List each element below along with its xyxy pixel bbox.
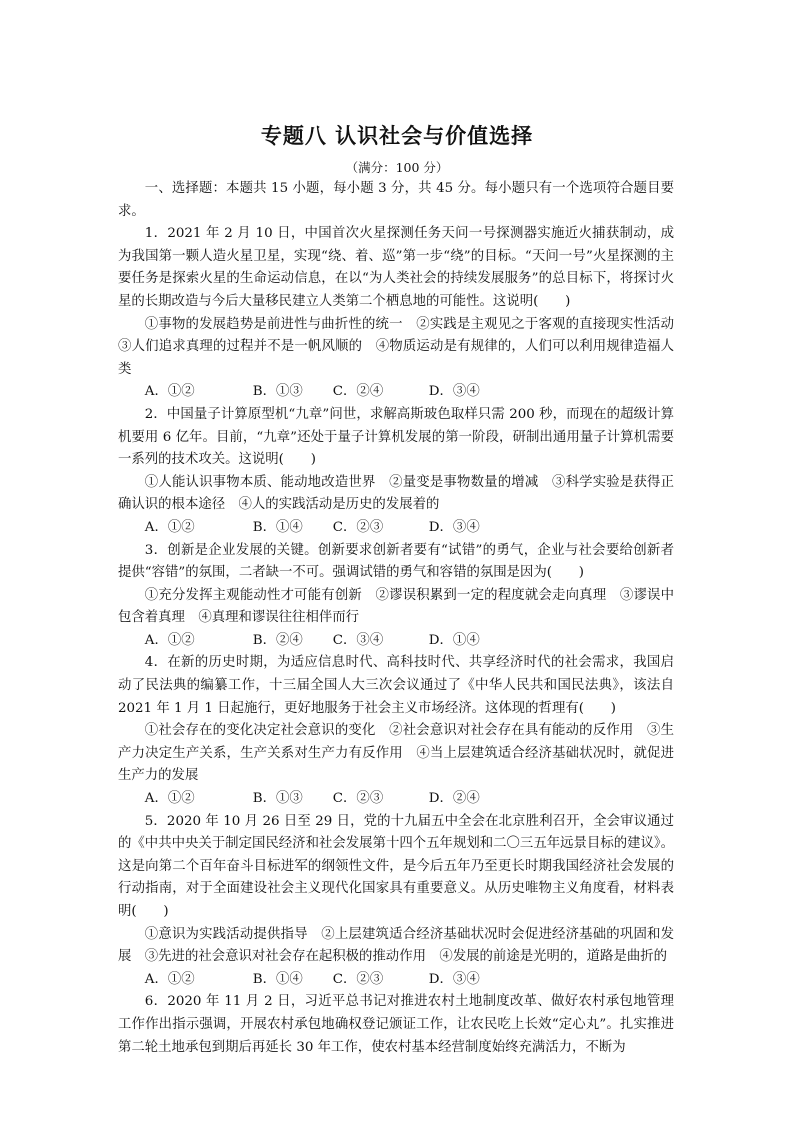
full-score-note: （满分：100 分）	[345, 160, 449, 175]
question-statements: ①事物的发展趋势是前进性与曲折性的统一 ②实践是主观见之于客观的直接现实性活动 ③人们追求真理的过程并不是一帆风顺的 ④物质运动是有规律的，人们可以利用规律造福人类	[118, 316, 688, 377]
option-a: A．①②	[144, 384, 195, 400]
option-b: B．①③	[252, 384, 303, 400]
option-c: C．②④	[332, 384, 384, 400]
question-stem: 6．2020 年 11 月 2 日，习近平总书记对推进农村土地制度改革、做好农村承包地管理工作作出指示强调，开展农村承包地确权登记颁证工作，让农民吃上长效“定心丸”。扎实推进第二轮土地承包到期后再延长 30 年工作，使农村基本经营制度始终充满活力，不断为	[118, 994, 674, 1055]
option-a: A．①②	[144, 971, 195, 987]
question-stem: 1．2021 年 2 月 10 日，中国首次火星探测任务天问一号探测器实施近火捕获制动，成为我国第一颗人造火星卫星，实现“绕、着、巡”第一步“绕”的目标。“天问一号”火星探测的主要任务是探索火星的生命运动信息，在以“为人类社会的持续发展服务”的总目标下，将探讨火星的长期改造与今后大量移民建立人类第二个栖息地的可能性。这说明( )	[118, 226, 674, 309]
option-a: A．①②	[144, 519, 195, 535]
question-stem: 5．2020 年 10 月 26 日至 29 日，党的十九届五中全会在北京胜利召开，全会审议通过的《中共中央关于制定国民经济和社会发展第十四个五年规划和二〇三五年远景目标的建议》。这是向第二个百年奋斗目标进军的纲领性文件，是今后五年乃至更长时期我国经济社会发展的行动指南，对于全面建设社会主义现代化国家具有重要意义。从历史唯物主义角度看，材料表明( )	[118, 813, 674, 919]
option-d: D．③④	[428, 384, 480, 400]
option-d: D．③④	[428, 519, 480, 535]
option-d: D．①④	[428, 632, 480, 648]
answer-options	[118, 969, 674, 992]
question-6	[118, 991, 674, 1059]
question-3	[118, 540, 674, 653]
option-b: B．①④	[252, 971, 303, 987]
question-stem: 4．在新的历史时期，为适应信息时代、高科技时代、共享经济时代的社会需求，我国启动了民法典的编纂工作，十三届全国人大三次会议通过了《中华人民共和国民法典》，该法自 2021 年 1 月 1 日起施行，更好地服务于社会主义市场经济。这体现的哲理有( )	[118, 655, 674, 716]
option-c: C．②③	[332, 971, 384, 987]
question-5	[118, 811, 674, 992]
option-d: D．③④	[428, 971, 480, 987]
option-b: B．②④	[252, 632, 303, 648]
option-c: C．②③	[332, 519, 384, 535]
option-d: D．②④	[428, 791, 480, 807]
question-section	[118, 178, 688, 1059]
option-b: B．①④	[252, 519, 303, 535]
option-a: A．①②	[144, 791, 195, 807]
option-c: C．③④	[332, 632, 384, 648]
question-4	[118, 652, 674, 810]
answer-options	[118, 630, 674, 653]
question-2	[118, 404, 674, 540]
question-stem: 3．创新是企业发展的关键。创新要求创新者要有“试错”的勇气，企业与社会要给创新者提供“容错”的氛围，二者缺一不可。强调试错的勇气和容错的氛围是因为( )	[118, 542, 674, 581]
question-stem: 2．中国量子计算原型机“九章”问世，求解高斯玻色取样只需 200 秒，而现在的超级计算机要用 6 亿年。目前，“九章”还处于量子计算机发展的第一阶段，研制出通用量子计算机需要一系列的技术攻关。这说明( )	[118, 406, 674, 468]
answer-options	[118, 381, 674, 404]
answer-options	[118, 517, 674, 540]
option-a: A．①②	[144, 632, 195, 648]
page-title: 专题八 认识社会与价值选择	[260, 124, 534, 148]
answer-options	[118, 788, 674, 811]
option-c: C．②③	[332, 791, 384, 807]
question-statements: ①意识为实践活动提供指导 ②上层建筑适合经济基础状况时会促进经济基础的巩固和发展 ③先进的社会意识对社会存在起积极的推动作用 ④发展的前途是光明的，道路是曲折的	[118, 926, 674, 965]
question-statements: ①社会存在的变化决定社会意识的变化 ②社会意识对社会存在具有能动的反作用 ③生产力决定生产关系，生产关系对生产力有反作用 ④当上层建筑适合经济基础状况时，就促进生产力的发展	[118, 723, 674, 784]
question-statements: ①人能认识事物本质、能动地改造世界 ②量变是事物数量的增减 ③科学实验是获得正确认识的根本途径 ④人的实践活动是历史的发展着的	[118, 474, 674, 513]
section-instructions: 一、选择题：本题共 15 小题，每小题 3 分，共 45 分。每小题只有一个选项符合题目要求。	[118, 181, 674, 219]
question-statements: ①充分发挥主观能动性才可能有创新 ②谬误积累到一定的程度就会走向真理 ③谬误中包含着真理 ④真理和谬误往往相伴而行	[118, 587, 674, 626]
option-b: B．①③	[252, 791, 303, 807]
question-1	[118, 223, 688, 404]
